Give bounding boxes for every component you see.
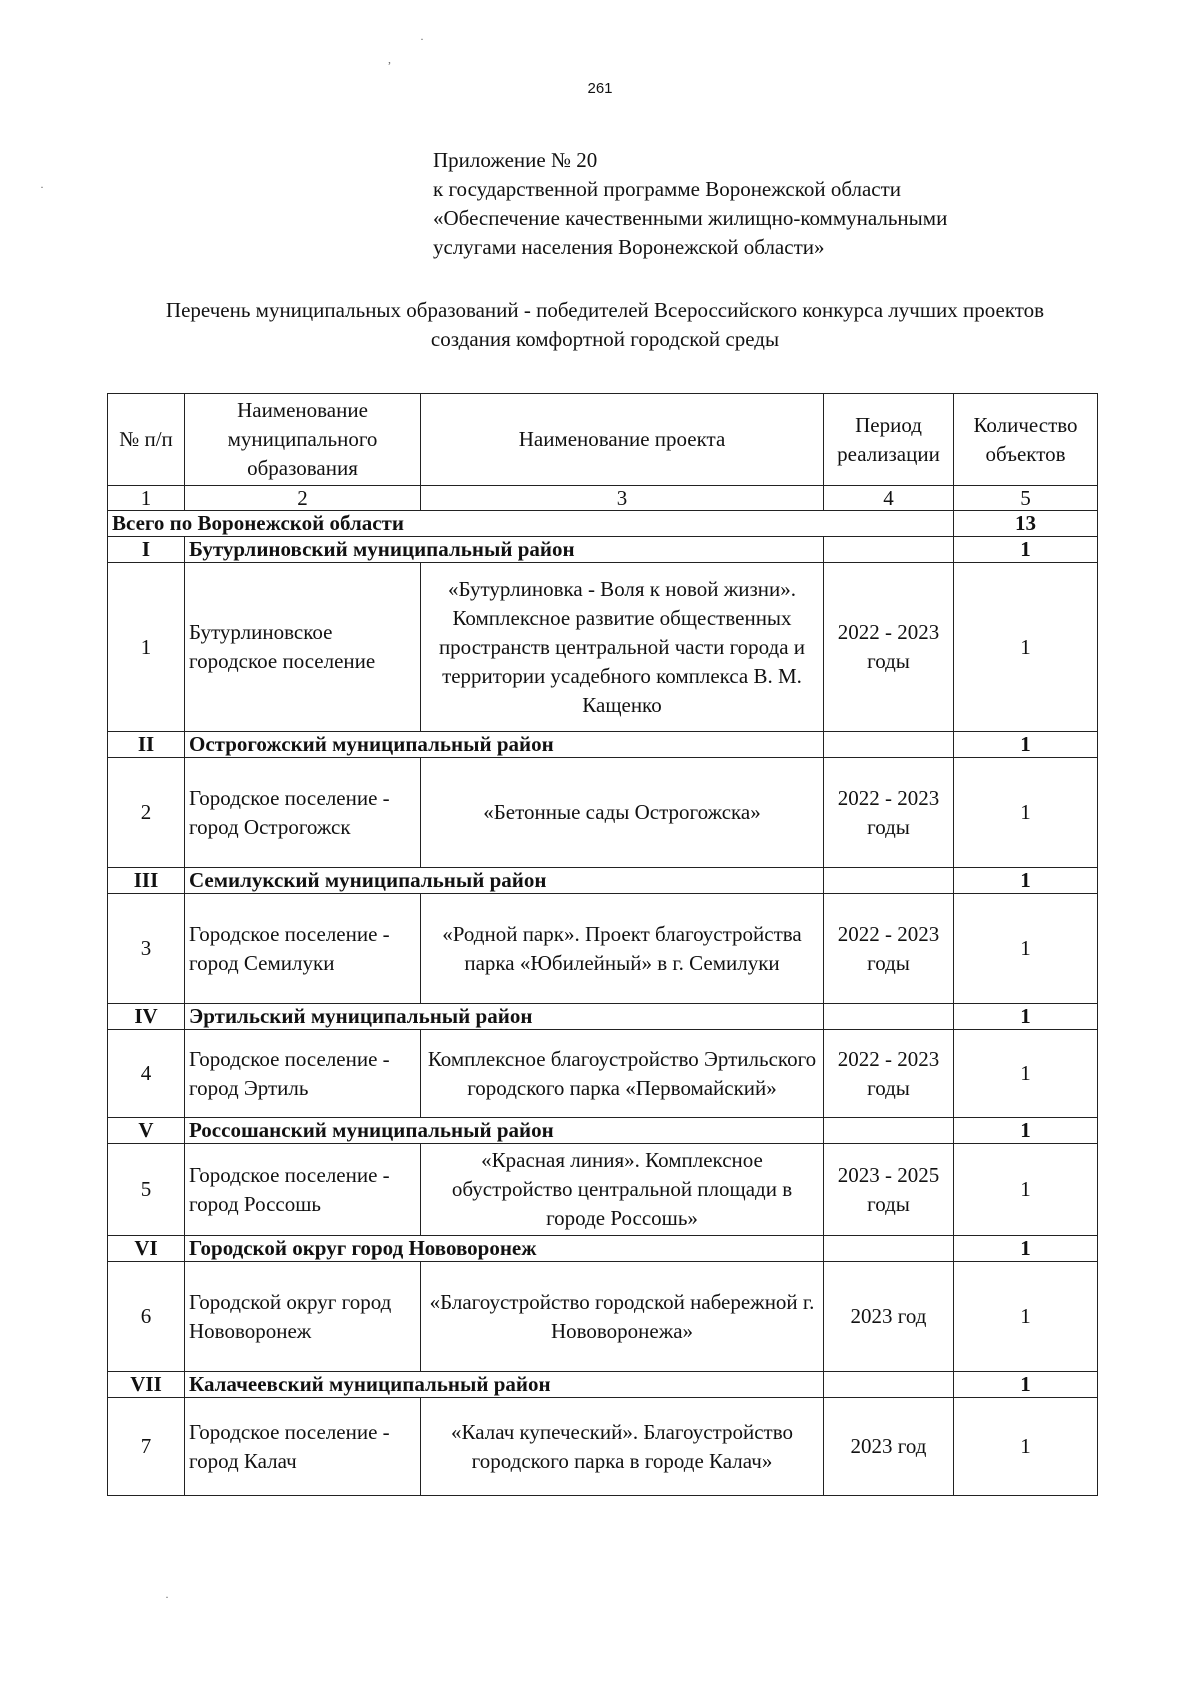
project-period: 2022 - 2023 годы: [824, 758, 954, 868]
district-name: Бутурлиновский муниципальный район: [185, 537, 824, 563]
district-number: I: [108, 537, 185, 563]
district-row: [108, 1372, 1098, 1398]
district-number: VII: [108, 1372, 185, 1398]
header-cell: Период реализации: [824, 394, 954, 486]
project-number: 6: [108, 1262, 185, 1372]
project-period: 2023 год: [824, 1398, 954, 1496]
project-row: [108, 1144, 1098, 1236]
total-row: [108, 511, 1098, 537]
district-count: 1: [954, 732, 1098, 758]
district-row: [108, 732, 1098, 758]
project-name: Комплексное благоустройство Эртильского городского парка «Первомайский»: [421, 1030, 824, 1118]
project-period: 2022 - 2023 годы: [824, 1030, 954, 1118]
project-count: 1: [954, 1262, 1098, 1372]
header-cell: № п/п: [108, 394, 185, 486]
empty-cell: [824, 1372, 954, 1398]
empty-cell: [824, 1004, 954, 1030]
project-row: [108, 758, 1098, 868]
empty-cell: [824, 1118, 954, 1144]
total-count: 13: [954, 511, 1098, 537]
header-cell: Наименование проекта: [421, 394, 824, 486]
project-count: 1: [954, 1398, 1098, 1496]
appendix-line: к государственной программе Воронежской области: [433, 177, 902, 201]
appendix-line: услугами населения Воронежской области»: [433, 235, 825, 259]
project-name: «Красная линия». Комплексное обустройство центральной площади в городе Россошь»: [421, 1144, 824, 1236]
district-number: V: [108, 1118, 185, 1144]
district-name: Городской округ город Нововоронеж: [185, 1236, 824, 1262]
project-row: [108, 563, 1098, 732]
district-name: Россошанский муниципальный район: [185, 1118, 824, 1144]
table-header-row: [108, 394, 1098, 486]
column-number: 5: [954, 486, 1098, 511]
project-row: [108, 1398, 1098, 1496]
appendix-line: Приложение № 20: [433, 148, 598, 172]
project-row: [108, 1262, 1098, 1372]
district-name: Калачеевский муниципальный район: [185, 1372, 824, 1398]
project-period: 2022 - 2023 годы: [824, 894, 954, 1004]
district-row: [108, 1004, 1098, 1030]
project-name: «Бетонные сады Острогожска»: [421, 758, 824, 868]
appendix-line: «Обеспечение качественными жилищно-коммунальными: [433, 206, 948, 230]
district-rows: [108, 537, 1098, 1496]
district-count: 1: [954, 1236, 1098, 1262]
district-count: 1: [954, 1372, 1098, 1398]
column-number-row: [108, 486, 1098, 511]
project-number: 2: [108, 758, 185, 868]
project-number: 4: [108, 1030, 185, 1118]
district-name: Семилукский муниципальный район: [185, 868, 824, 894]
district-number: III: [108, 868, 185, 894]
project-period: 2023 год: [824, 1262, 954, 1372]
district-name: Острогожский муниципальный район: [185, 732, 824, 758]
project-count: 1: [954, 1144, 1098, 1236]
empty-cell: [824, 868, 954, 894]
district-count: 1: [954, 868, 1098, 894]
empty-cell: [824, 537, 954, 563]
document-title: Перечень муниципальных образований - победителей Всероссийского конкурса лучших проектов создания комфортной городской среды: [165, 298, 1045, 351]
column-number: 3: [421, 486, 824, 511]
district-name: Эртильский муниципальный район: [185, 1004, 824, 1030]
district-number: IV: [108, 1004, 185, 1030]
column-number: 4: [824, 486, 954, 511]
district-row: [108, 537, 1098, 563]
municipality-name: Городское поселение - город Россошь: [185, 1144, 421, 1236]
municipality-name: Городское поселение - город Калач: [185, 1398, 421, 1496]
project-number: 5: [108, 1144, 185, 1236]
empty-cell: [824, 732, 954, 758]
municipality-name: Городское поселение - город Острогожск: [185, 758, 421, 868]
header-cell: Наименование муниципального образования: [185, 394, 421, 486]
project-count: 1: [954, 1030, 1098, 1118]
project-count: 1: [954, 758, 1098, 868]
municipality-name: Городской округ город Нововоронеж: [185, 1262, 421, 1372]
project-name: «Бутурлиновка - Воля к новой жизни». Комплексное развитие общественных пространств центральной части города и территории усадебного комплекса В. М. Кащенко: [421, 563, 824, 732]
district-row: [108, 868, 1098, 894]
project-period: 2022 - 2023 годы: [824, 563, 954, 732]
municipality-name: Городское поселение - город Эртиль: [185, 1030, 421, 1118]
project-period: 2023 - 2025 годы: [824, 1144, 954, 1236]
project-count: 1: [954, 894, 1098, 1004]
project-row: [108, 1030, 1098, 1118]
project-row: [108, 894, 1098, 1004]
project-name: «Родной парк». Проект благоустройства парка «Юбилейный» в г. Семилуки: [421, 894, 824, 1004]
column-number: 1: [108, 486, 185, 511]
district-row: [108, 1118, 1098, 1144]
total-label: Всего по Воронежской области: [108, 511, 954, 537]
project-number: 3: [108, 894, 185, 1004]
municipality-name: Городское поселение - город Семилуки: [185, 894, 421, 1004]
district-count: 1: [954, 1118, 1098, 1144]
project-name: «Благоустройство городской набережной г. Нововоронежа»: [421, 1262, 824, 1372]
project-number: 1: [108, 563, 185, 732]
district-count: 1: [954, 537, 1098, 563]
project-number: 7: [108, 1398, 185, 1496]
empty-cell: [824, 1236, 954, 1262]
column-number: 2: [185, 486, 421, 511]
winners-table: [107, 393, 1098, 1496]
district-count: 1: [954, 1004, 1098, 1030]
project-count: 1: [954, 563, 1098, 732]
page-number: 261: [587, 80, 613, 97]
district-row: [108, 1236, 1098, 1262]
project-name: «Калач купеческий». Благоустройство городского парка в городе Калач»: [421, 1398, 824, 1496]
district-number: VI: [108, 1236, 185, 1262]
municipality-name: Бутурлиновское городское поселение: [185, 563, 421, 732]
header-cell: Количество объектов: [954, 394, 1098, 486]
district-number: II: [108, 732, 185, 758]
appendix-header: [433, 146, 947, 262]
